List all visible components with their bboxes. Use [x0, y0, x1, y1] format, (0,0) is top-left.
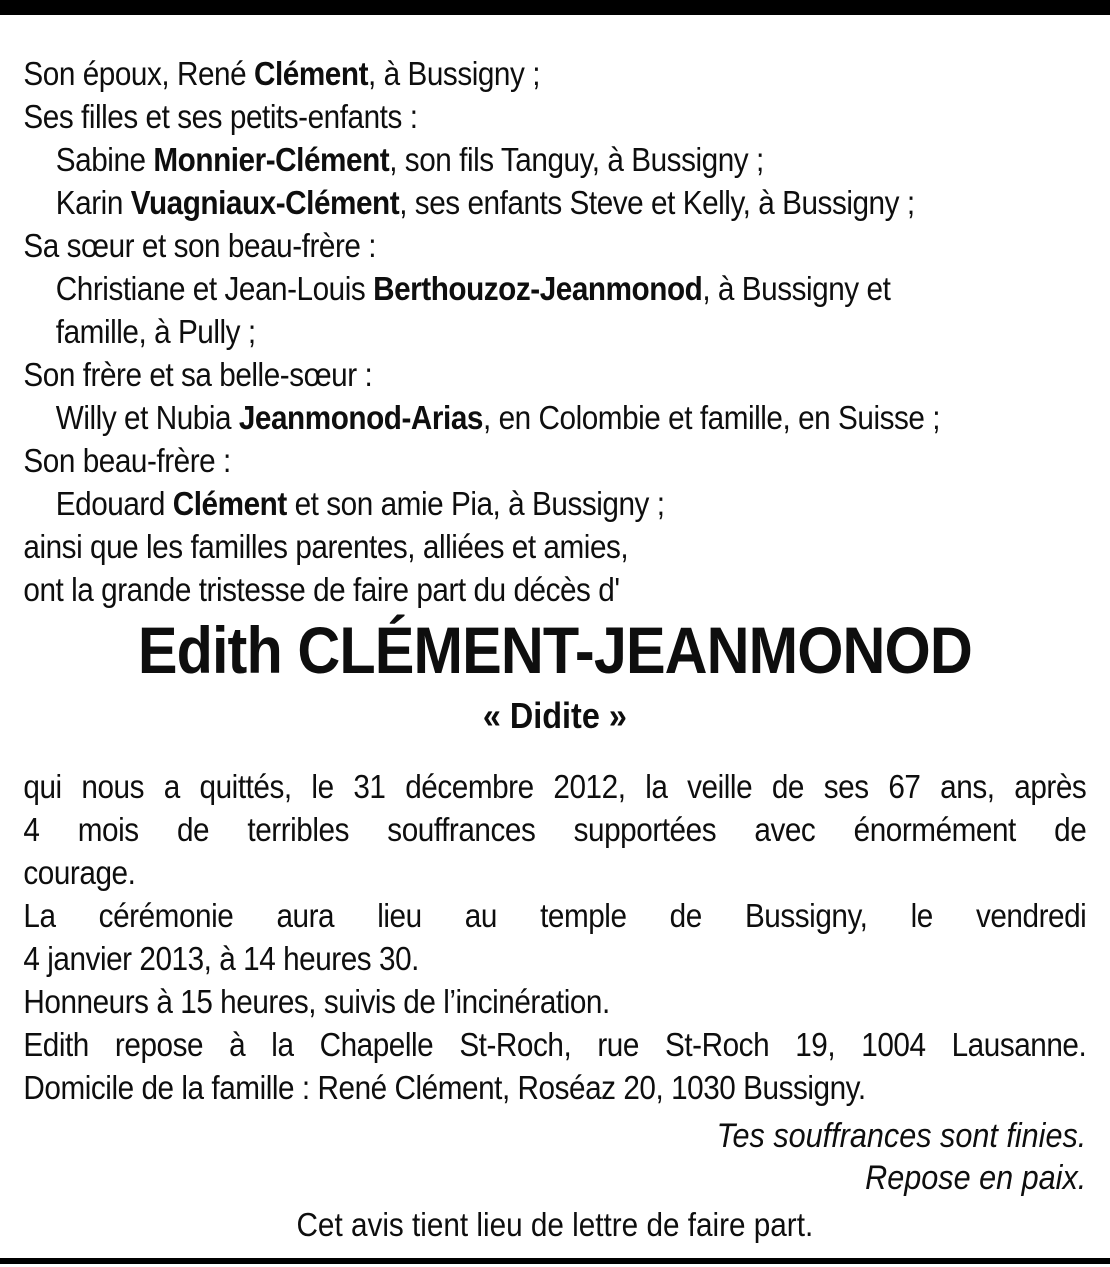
family-name-bold: Vuagniaux-Clément: [130, 184, 400, 221]
family-name-bold: Clément: [172, 485, 287, 522]
line-text: , à Bussigny ;: [368, 55, 541, 92]
line-text: Willy et Nubia: [55, 399, 239, 436]
line-text: famille, à Pully ;: [55, 313, 256, 350]
body-line: 4 mois de terribles souffrances supportées avec énormément de: [23, 811, 1087, 848]
body-line: Edith repose à la Chapelle St-Roch, rue St-Roch 19, 1004 Lausanne.: [23, 1026, 1087, 1063]
notice-line: [23, 310, 1086, 353]
notice-line: [23, 52, 1086, 95]
line-text: , ses enfants Steve et Kelly, à Bussigny ;: [399, 184, 915, 221]
family-name-bold: Clément: [253, 55, 369, 92]
line-text: ainsi que les familles parentes, alliées et amies,: [23, 528, 629, 565]
notice-line: [23, 138, 1086, 181]
notice-line: [23, 525, 1086, 568]
body-line: 4 janvier 2013, à 14 heures 30.: [23, 940, 419, 977]
body-line: Honneurs à 15 heures, suivis de l’incinération.: [23, 983, 610, 1020]
notice-line: [23, 353, 1086, 396]
epitaph-line: Tes souffrances sont finies.: [716, 1117, 1087, 1155]
bottom-rule: [0, 1258, 1110, 1264]
line-text: Son beau-frère :: [23, 442, 231, 479]
line-text: , son fils Tanguy, à Bussigny ;: [389, 141, 764, 178]
line-text: et son amie Pia, à Bussigny ;: [286, 485, 665, 522]
notice-line: [23, 267, 1086, 310]
epitaph-line: Repose en paix.: [865, 1159, 1087, 1197]
notice-body: [23, 765, 1086, 1109]
body-line: Domicile de la famille : René Clément, Roséaz 20, 1030 Bussigny.: [23, 1069, 866, 1106]
line-text: Ses filles et ses petits-enfants :: [23, 98, 418, 135]
epitaph: [23, 1115, 1086, 1199]
family-name-bold: Jeanmonod-Arias: [238, 399, 483, 436]
line-text: ont la grande tristesse de faire part du décès d': [23, 571, 620, 608]
deceased-nickname: « Didite »: [482, 695, 627, 736]
notice-line: [23, 181, 1086, 224]
line-text: , en Colombie et famille, en Suisse ;: [482, 399, 941, 436]
notice-line: [23, 482, 1086, 525]
body-line: courage.: [23, 854, 136, 891]
line-text: Edouard: [55, 485, 173, 522]
line-text: Sa sœur et son beau-frère :: [23, 227, 377, 264]
body-line: qui nous a quittés, le 31 décembre 2012, la veille de ses 67 ans, après: [23, 768, 1087, 805]
line-text: Son époux, René: [23, 55, 254, 92]
notice-line: [23, 224, 1086, 267]
family-list: [23, 52, 1086, 611]
notice-line: [23, 568, 1086, 611]
notice-line: [23, 396, 1086, 439]
notice-line: [23, 439, 1086, 482]
line-text: Christiane et Jean-Louis: [55, 270, 374, 307]
line-text: Son frère et sa belle-sœur :: [23, 356, 373, 393]
line-text: Sabine: [55, 141, 154, 178]
line-text: Karin: [55, 184, 131, 221]
family-name-bold: Berthouzoz-Jeanmonod: [373, 270, 703, 307]
body-line: La cérémonie aura lieu au temple de Bussigny, le vendredi: [23, 897, 1087, 934]
family-name-bold: Monnier-Clément: [153, 141, 390, 178]
line-text: , à Bussigny et: [702, 270, 891, 307]
deceased-name: Edith CLÉMENT-JEANMONOD: [137, 613, 972, 687]
notice-line: [23, 95, 1086, 138]
footer-note: Cet avis tient lieu de lettre de faire part.: [296, 1206, 814, 1243]
